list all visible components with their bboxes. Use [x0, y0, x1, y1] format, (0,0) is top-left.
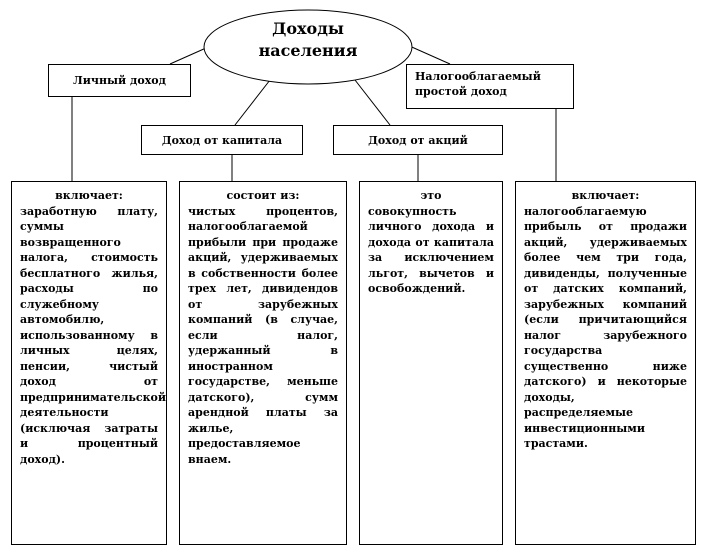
- column-intro: включает:: [55, 189, 123, 202]
- category-shares-income-label: Доход от акций: [368, 133, 468, 147]
- column-shares-income: [359, 181, 503, 545]
- category-personal-income-label: Личный доход: [73, 74, 166, 87]
- column-intro: состоит из:: [226, 189, 300, 202]
- column-taxable-income: [515, 181, 696, 545]
- column-capital-income: [179, 181, 347, 545]
- category-capital-income: [141, 125, 303, 155]
- category-shares-income: [333, 125, 503, 155]
- column-personal-income: [11, 181, 167, 545]
- category-taxable-income-label: Налогооблагаемый простой доход: [415, 70, 541, 98]
- diagram-title: Доходы населения: [258, 19, 358, 60]
- category-personal-income: [48, 64, 191, 97]
- column-body: совокупность личного дохода и дохода от капитала за исключением льгот, вычетов и освобождений.: [368, 204, 494, 295]
- column-body: налогооблагаемую прибыль от продажи акций, удерживаемых более чем три года, дивиденды, полученные от датских компаний, зарубежных компаний (если причитающийся налог зарубежного государства существенно ниже датского) и некоторые доходы, распределяемые инвестиционными трастами.: [524, 204, 687, 450]
- column-body: заработную плату, суммы возвращенного налога, стоимость бесплатного жилья, расходы по служебному автомобилю, использованному в личных целях, пенсии, чистый доход от предпринимательской деятельности (исключая затраты и процентный доход).: [20, 204, 167, 466]
- column-body: чистых процентов, налогооблагаемой прибыли при продаже акций, удерживаемых в собственности более трех лет, дивидендов от зарубежных компаний (в случае, если налог, удержанный в иностранном государстве, меньше датского), сумм арендной платы за жилье, предоставляемое внаем.: [188, 204, 338, 466]
- column-intro: включает:: [571, 189, 640, 202]
- category-taxable-income: [406, 64, 574, 109]
- column-intro: это: [420, 189, 442, 202]
- category-capital-income-label: Доход от капитала: [161, 133, 283, 147]
